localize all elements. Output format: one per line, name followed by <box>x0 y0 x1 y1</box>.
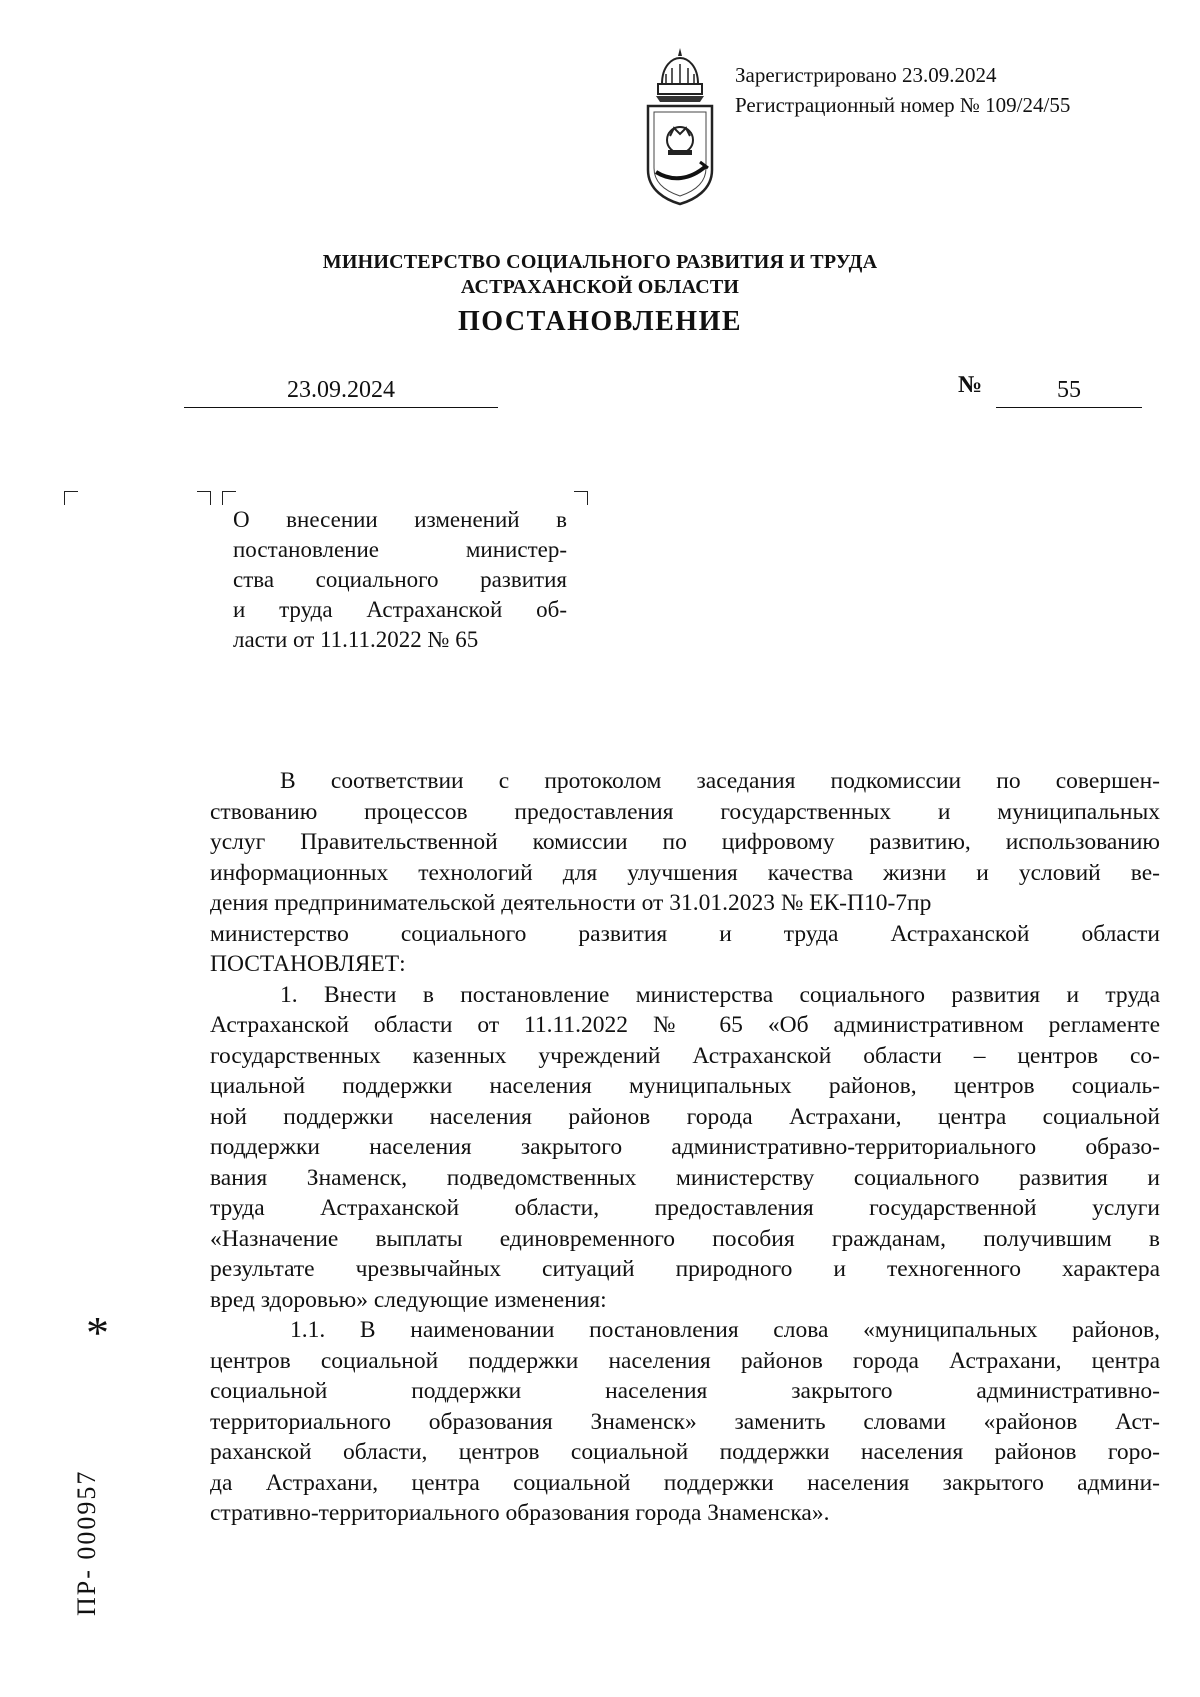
corner-mark-top-right-b <box>574 491 588 505</box>
item1-1-line: социальной поддержки населения закрытого административно- <box>210 1378 1160 1404</box>
preamble-line: информационных технологий для улучшения качества жизни и условий ве- <box>210 859 1160 886</box>
item1-1-line: раханской области, центров социальной поддержки населения районов горо- <box>210 1439 1160 1465</box>
item1-line: вания Знаменск, подведомственных министерству социального развития и <box>210 1164 1160 1191</box>
preamble-line: ствованию процессов предоставления государственных и муниципальных <box>210 798 1160 825</box>
resolves-word: ПОСТАНОВЛЯЕТ: <box>210 951 406 977</box>
margin-asterisk: * <box>86 1307 109 1358</box>
preamble-line: услуг Правительственной комиссии по цифровому развитию, использованию <box>210 829 1160 855</box>
coat-of-arms-emblem-icon <box>642 44 718 208</box>
item1-line: «Назначение выплаты единовременного пособия гражданам, получившим в <box>210 1225 1160 1252</box>
preamble-line: министерство социального развития и труда Астраханской области <box>210 920 1160 947</box>
document-number: 55 <box>1057 377 1081 403</box>
document-number-label: № <box>958 372 983 398</box>
subject-line: О внесении изменений в <box>233 507 567 532</box>
document-type-title: ПОСТАНОВЛЕНИЕ <box>457 306 743 337</box>
item1-line: ной поддержки населения районов города Астрахани, центра социальной <box>210 1103 1160 1130</box>
subject-line: ласти от 11.11.2022 № 65 <box>233 627 479 652</box>
registration-stamp <box>735 60 1070 120</box>
subject-line: постановление министер- <box>233 537 567 562</box>
ministry-header <box>0 250 1200 342</box>
subject-line: ства социального развития <box>233 567 567 592</box>
item1-line: 1. Внести в постановление министерства социального развития и труда <box>280 981 1160 1008</box>
item1-1-line: 1.1. В наименовании постановления слова «муниципальных районов, <box>290 1317 1160 1343</box>
item1-1-line: территориального образования Знаменск» заменить словами «районов Аст- <box>210 1408 1160 1435</box>
margin-document-code: ПР- 000957 <box>72 1469 101 1616</box>
document-date: 23.09.2024 <box>287 377 395 403</box>
ministry-name-line1: МИНИСТЕРСТВО СОЦИАЛЬНОГО РАЗВИТИЯ И ТРУДА <box>322 251 878 273</box>
item1-line: циальной поддержки населения муниципальных районов, центров социаль- <box>210 1073 1160 1099</box>
document-body <box>210 766 1160 1529</box>
registration-number: Регистрационный номер № 109/24/55 <box>735 93 1071 117</box>
item1-1-line: центров социальной поддержки населения районов города Астрахани, центра <box>210 1347 1160 1374</box>
document-number-field <box>996 375 1142 408</box>
corner-mark-top-left-b <box>222 491 236 505</box>
item1-line: поддержки населения закрытого административно-территориального образо- <box>210 1134 1160 1160</box>
preamble-line: дения предпринимательской деятельности от 31.01.2023 № ЕК-П10-7пр <box>210 890 932 916</box>
item1-line: Астраханской области от 11.11.2022 № 65 «Об административном регламенте <box>210 1012 1160 1038</box>
item1-1-line: стративно-территориального образования города Знаменска». <box>210 1500 830 1526</box>
document-date-field <box>184 375 498 408</box>
ministry-name-line2: АСТРАХАНСКОЙ ОБЛАСТИ <box>460 276 740 298</box>
document-subject <box>233 505 567 655</box>
item1-line: вред здоровью» следующие изменения: <box>210 1286 607 1313</box>
preamble-line: В соответствии с протоколом заседания подкомиссии по совершен- <box>280 768 1160 794</box>
corner-mark-left <box>64 491 78 505</box>
subject-line: и труда Астраханской об- <box>233 597 567 622</box>
item1-1-line: да Астрахани, центра социальной поддержки населения закрытого админи- <box>210 1469 1160 1496</box>
registration-date: Зарегистрировано 23.09.2024 <box>735 63 997 87</box>
item1-line: труда Астраханской области, предоставления государственной услуги <box>210 1195 1160 1221</box>
item1-line: государственных казенных учреждений Астраханской области – центров со- <box>210 1042 1160 1069</box>
corner-mark-top-right-a <box>197 491 211 505</box>
item1-line: результате чрезвычайных ситуаций природного и техногенного характера <box>210 1256 1160 1282</box>
